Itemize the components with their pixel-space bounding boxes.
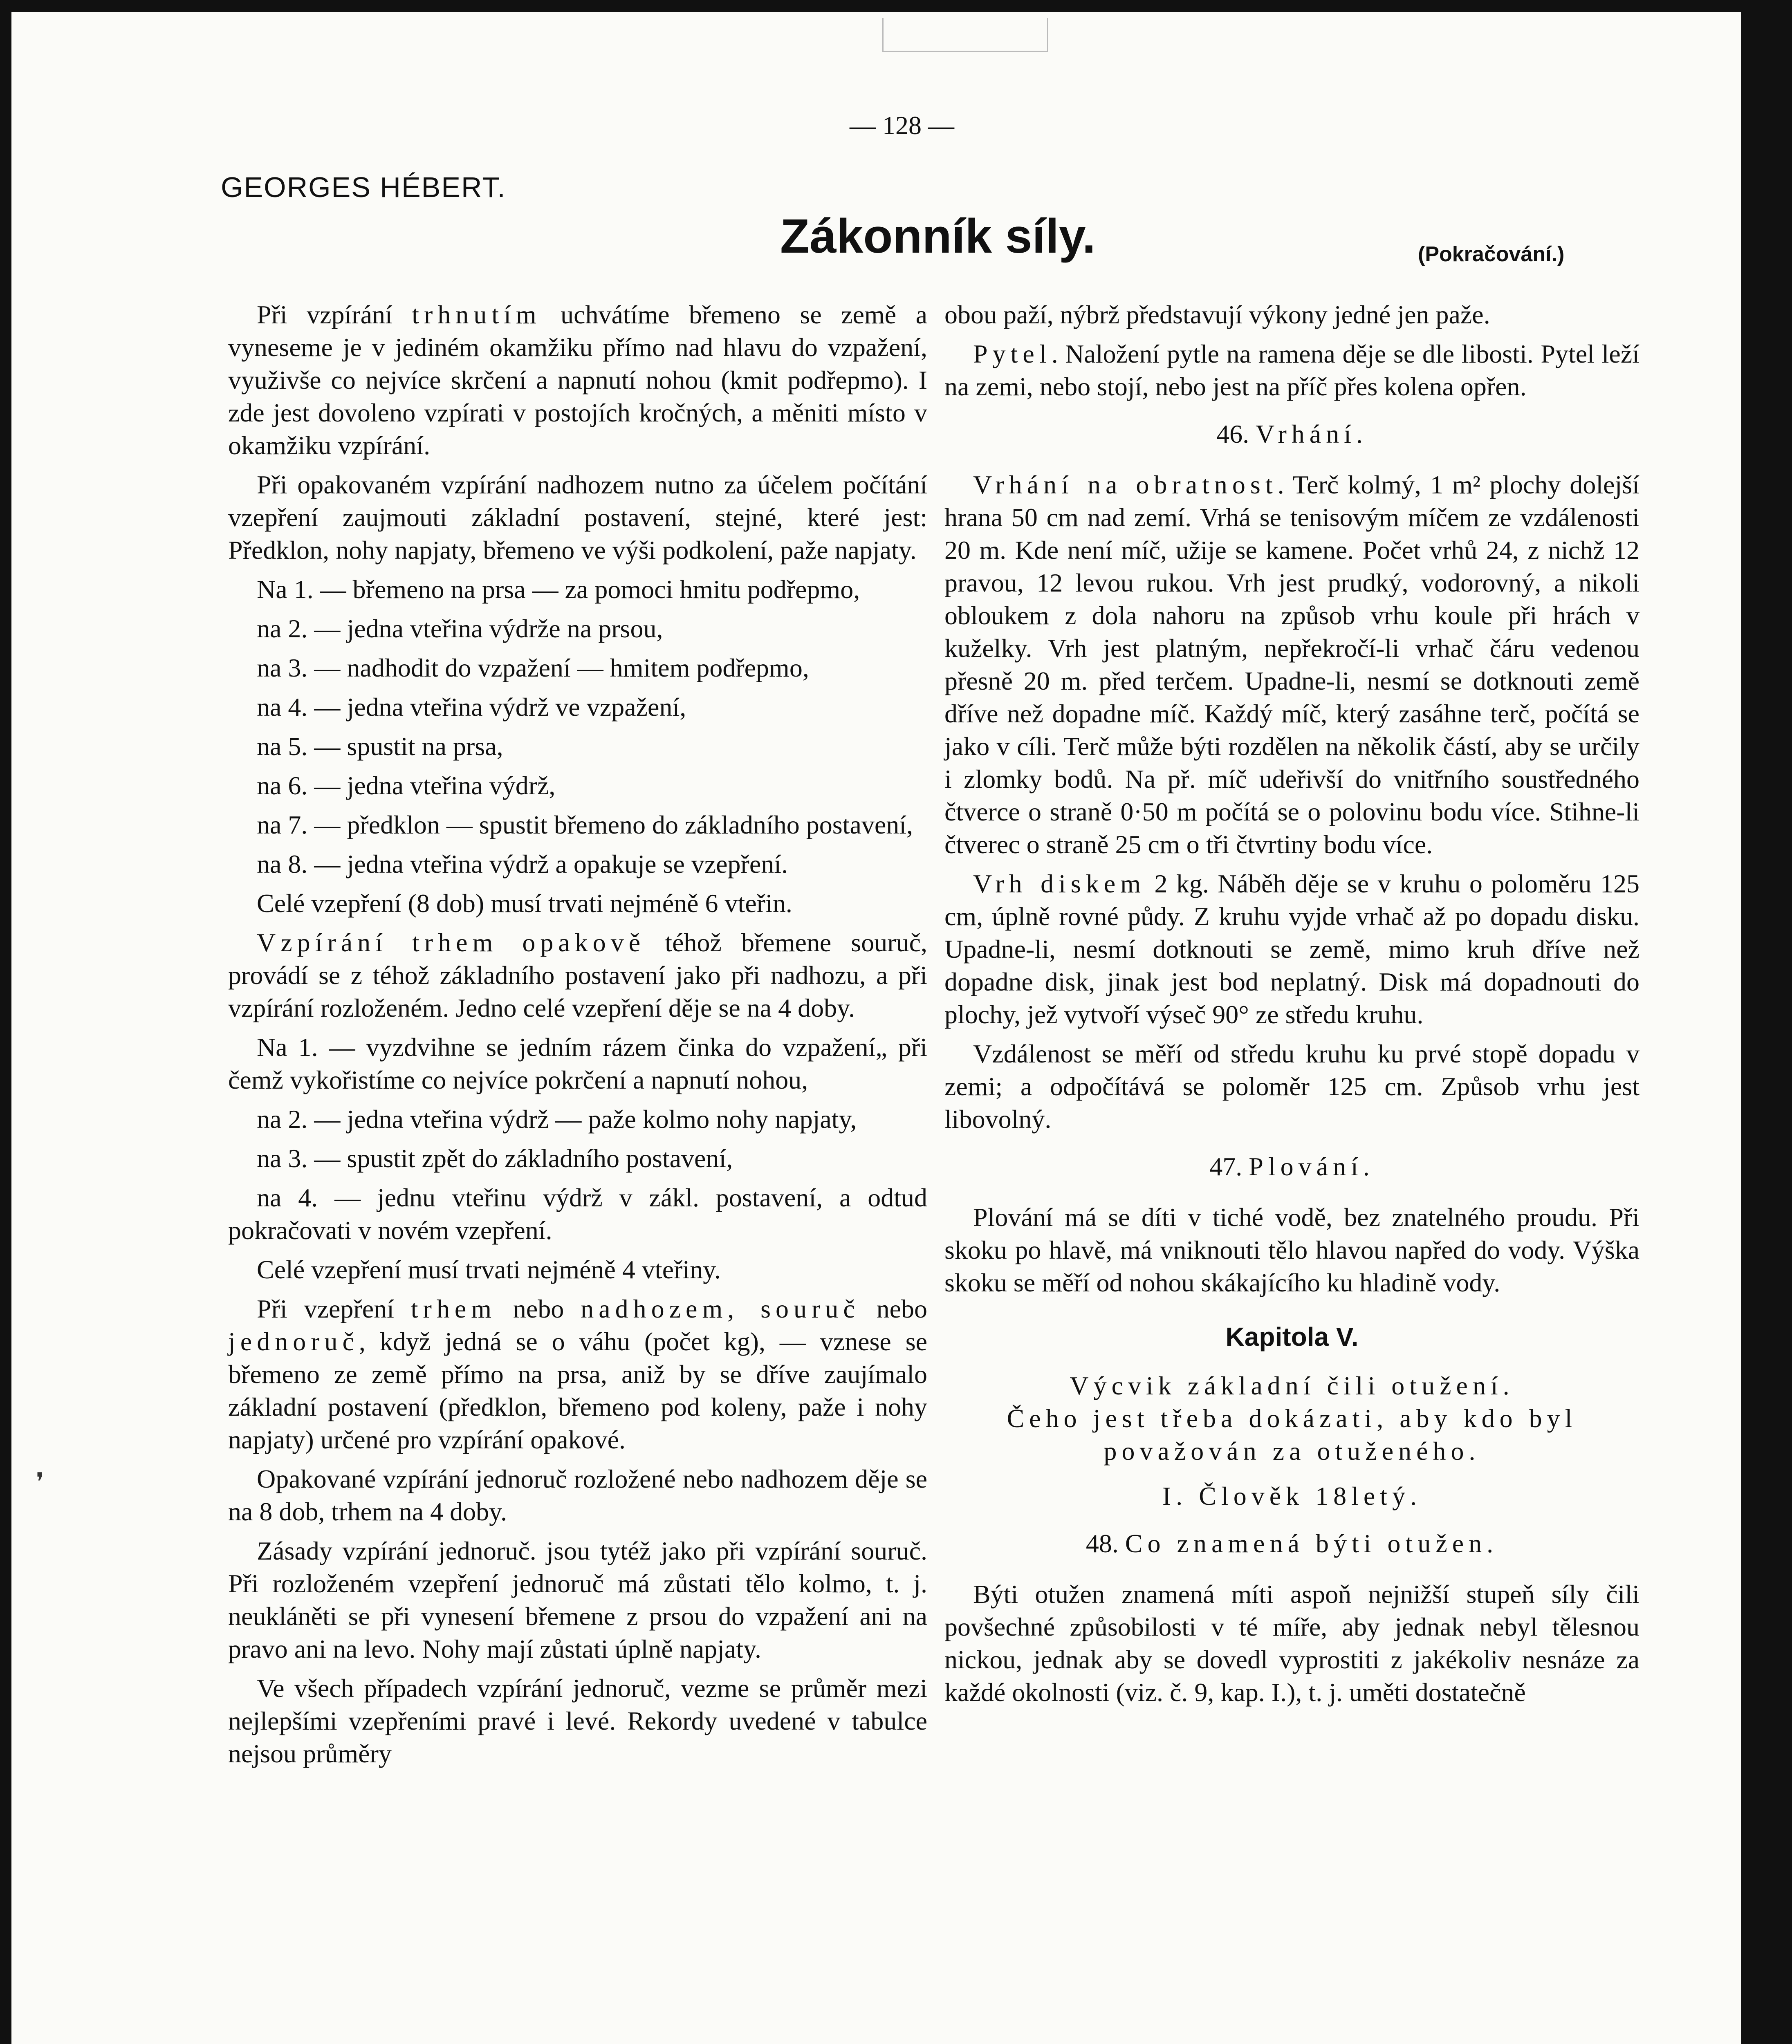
section-heading-48: 48. Co znamená býti otužen.	[1086, 1529, 1498, 1558]
paragraph: Vzpírání trhem opakově téhož břemene souruč, provádí se z téhož základního postavení jako při nadhozu, a při vzpírání rozloženém. Jedno celé vzepření děje se na 4 doby.	[228, 928, 927, 1022]
list-item: na 8. — jedna vteřina výdrž a opakuje se vzepření.	[257, 849, 788, 879]
paragraph: Vrh diskem 2 kg. Náběh děje se v kruhu o poloměru 125 cm, úplně rovné půdy. Z kruhu vyjde vrhač až po dopadu disku. Upadne-li, nesmí dotknouti se země, mimo kruh dříve než dopadne disk, jinak jest bod neplatný. Disk má dopadnouti do plochy, jež vytvoří výseč 90° ze středu kruhu.	[944, 869, 1640, 1029]
chapter-subtitle: Výcvik základní čili otužení.	[1070, 1371, 1514, 1400]
list-item: na 4. — jedna vteřina výdrž ve vzpažení,	[257, 693, 686, 722]
paragraph: Pytel. Naložení pytle na ramena děje se dle libosti. Pytel leží na zemi, nebo stojí, nebo jest na příč přes kolena opřen.	[944, 339, 1639, 401]
paragraph: obou paží, nýbrž představují výkony jedné jen paže.	[944, 300, 1490, 329]
paragraph: Zásady vzpírání jednoruč. jsou tytéž jako při vzpírání souruč. Při rozloženém vzepření jednoruč má zůstati tělo kolmo, t. j. neukláněti se při vynesení břemene z prsou do vzpažení ani na pravo ani na levo. Nohy mají zůstati úplně napjaty.	[228, 1536, 927, 1663]
part-heading: I. Člověk 18letý.	[1162, 1481, 1422, 1511]
section-heading-47: 47. Plování.	[1209, 1152, 1375, 1181]
list-item: Na 1. — vyzdvihne se jedním rázem činka do vzpažení„ při čemž vykořistíme co nejvíce pokrčení a napnutí nohou,	[228, 1033, 927, 1094]
paragraph: Ve všech případech vzpírání jednoruč, vezme se průměr mezi nejlepšími vzepřeními pravé i levé. Rekordy uvedené v tabulce nejsou průměry	[228, 1674, 927, 1768]
right-column	[944, 298, 1639, 1715]
page-number: — 128 —	[850, 111, 954, 140]
author-name: GEORGES HÉBERT.	[221, 171, 506, 203]
paragraph: Při opakovaném vzpírání nadhozem nutno za účelem počítání vzepření zaujmouti základní postavení, stejné, které jest: Předklon, nohy napjaty, břemeno ve výši podkolení, paže napjaty.	[228, 470, 927, 565]
document-page	[11, 12, 1741, 2044]
paragraph: Při vzpírání trhnutím uchvátíme břemeno se země a vyneseme je v jediném okamžiku přímo nad hlavu do vzpažení, využivše co nejvíce skrčení a napnutí nohou (kmit podřepmo). I zde jest dovoleno vzpírati v postojích kročných, a měniti místo v okamžiku vzpírání.	[228, 300, 928, 460]
list-item: na 2. — jedna vteřina výdrž — paže kolmo nohy napjaty,	[257, 1105, 857, 1134]
page-title: Zákonník síly.	[780, 209, 1096, 263]
margin-mark: ❜	[36, 1468, 44, 1495]
left-column	[228, 298, 927, 1777]
paragraph: Vrhání na obratnost. Terč kolmý, 1 m² plochy dolejší hrana 50 cm nad zemí. Vrhá se tenisovým míčem ze vzdálenosti 20 m. Kde není míč, užije se kamene. Počet vrhů 24, z nichž 12 pravou, 12 levou rukou. Vrh jest prudký, vodorovný, a nikoli obloukem z dola nahoru na způsob vrhu koule při hrách v kuželky. Vrh jest platným, nepřekročí-li vrhač čáru vedenou přesně 20 m. před terčem. Upadne-li, nesmí se dotknouti země dříve než dopadne míč. Každý míč, který zasáhne terč, počítá se jako v cíli. Terč může býti rozdělen na několik částí, aby se určily i zlomky bodů. Na př. míč udeřivší do vnitřního soustředného čtverce o straně 0·50 m počítá se o polovinu bodu více. Stihne-li čtverec o straně 25 cm o tři čtvrtiny bodu více.	[944, 470, 1639, 859]
paragraph: Celé vzepření (8 dob) musí trvati nejméně 6 vteřin.	[257, 889, 792, 918]
chapter-subtitle: Čeho jest třeba dokázati, aby kdo byl považován za otuženého.	[1007, 1404, 1577, 1466]
list-item: na 3. — spustit zpět do základního postavení,	[257, 1144, 733, 1173]
continued-note: (Pokračování.)	[1418, 242, 1565, 266]
list-item: na 5. — spustit na prsa,	[257, 732, 503, 761]
paragraph: Plování má se díti v tiché vodě, bez znatelného proudu. Při skoku po hlavě, má vniknouti tělo hlavou napřed do vody. Výška skoku se měří od nohou skákajícího ku hladině vody.	[944, 1203, 1639, 1297]
scan-tab-mark	[882, 18, 1048, 52]
paragraph: Vzdálenost se měří od středu kruhu ku prvé stopě dopadu v zemi; a odpočítává se poloměr 125 cm. Způsob vrhu jest libovolný.	[944, 1039, 1639, 1134]
paragraph: Opakované vzpírání jednoruč rozložené nebo nadhozem děje se na 8 dob, trhem na 4 doby.	[228, 1464, 927, 1526]
section-heading-46: 46. Vrhání.	[1216, 419, 1368, 448]
paragraph: Celé vzepření musí trvati nejméně 4 vteřiny.	[257, 1255, 721, 1284]
list-item: Na 1. — břemeno na prsa — za pomoci hmitu podřepmo,	[257, 575, 860, 604]
list-item: na 2. — jedna vteřina výdrže na prsou,	[257, 614, 663, 643]
list-item: na 3. — nadhodit do vzpažení — hmitem podřepmo,	[257, 653, 809, 682]
paragraph: Při vzepření trhem nebo nadhozem, souruč nebo jednoruč, když jedná se o váhu (počet kg), — vznese se břemeno ze země přímo na prsa, aniž by se dříve zaujímalo základní postavení (předklon, břemeno pod koleny, paže i nohy napjaty) určené pro vzpírání opakové.	[228, 1294, 928, 1454]
list-item: na 6. — jedna vteřina výdrž,	[257, 771, 556, 800]
paragraph: Býti otužen znamená míti aspoň nejnižší stupeň síly čili povšechné způsobilosti v té míře, aby jednak nebyl tělesnou nickou, jednak aby se dovedl vyprostiti z jakékoliv nesnáze za každé okolnosti (viz. č. 9, kap. I.), t. j. uměti dostatečně	[944, 1580, 1639, 1707]
chapter-heading: Kapitola V.	[1225, 1322, 1359, 1351]
list-item: na 7. — předklon — spustit břemeno do základního postavení,	[257, 810, 913, 839]
list-item: na 4. — jednu vteřinu výdrž v zákl. postavení, a odtud pokračovati v novém vzepření.	[228, 1183, 927, 1245]
